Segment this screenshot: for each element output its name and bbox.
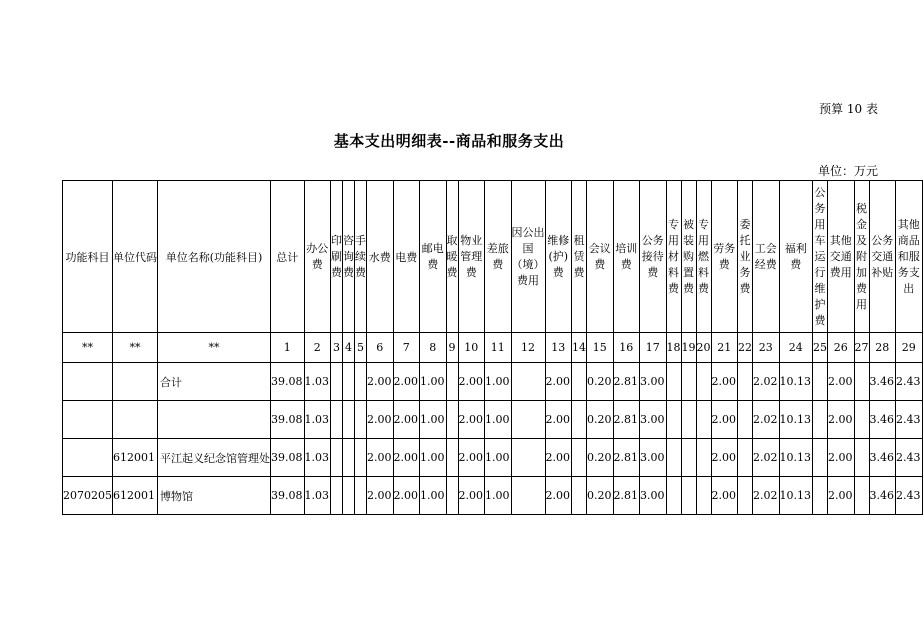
column-header: 单位代码 <box>113 181 158 333</box>
column-header: 印刷费 <box>331 181 343 333</box>
table-cell: 1.00 <box>420 401 447 439</box>
table-cell <box>854 401 869 439</box>
column-header: 专用燃料费 <box>696 181 711 333</box>
index-cell: 11 <box>485 333 512 363</box>
table-cell: 2.00 <box>711 477 738 515</box>
table-row <box>63 439 923 477</box>
table-cell: 3.00 <box>640 439 667 477</box>
table-cell: 3.46 <box>869 363 896 401</box>
index-cell: 8 <box>420 333 447 363</box>
index-cell: 3 <box>331 333 343 363</box>
index-cell: 19 <box>681 333 696 363</box>
index-cell: ** <box>63 333 113 363</box>
index-cell: 28 <box>869 333 896 363</box>
table-cell: 3.00 <box>640 363 667 401</box>
table-cell: 1.03 <box>304 363 331 401</box>
table-cell <box>355 477 367 515</box>
table-row <box>63 363 923 401</box>
table-cell <box>738 401 753 439</box>
expenditure-table <box>62 180 923 515</box>
column-header: 其他商品和服务支出 <box>896 181 923 333</box>
column-header: 委托业务费 <box>738 181 753 333</box>
table-cell: 2.00 <box>711 439 738 477</box>
table-cell: 1.00 <box>485 401 512 439</box>
table-cell <box>343 477 355 515</box>
table-cell: 2.00 <box>828 401 855 439</box>
table-cell <box>666 363 681 401</box>
index-cell: 13 <box>545 333 572 363</box>
table-cell <box>738 439 753 477</box>
table-cell <box>331 439 343 477</box>
table-cell: 2.00 <box>367 439 394 477</box>
table-cell <box>696 363 711 401</box>
index-cell: 26 <box>828 333 855 363</box>
table-cell: 39.08 <box>271 401 305 439</box>
table-cell <box>355 439 367 477</box>
index-cell: ** <box>158 333 271 363</box>
index-cell: ** <box>113 333 158 363</box>
table-cell: 39.08 <box>271 477 305 515</box>
index-cell: 17 <box>640 333 667 363</box>
table-cell <box>446 439 458 477</box>
table-cell <box>331 363 343 401</box>
table-cell: 2.00 <box>545 477 572 515</box>
column-header: 物业管理费 <box>458 181 485 333</box>
table-cell <box>681 477 696 515</box>
table-cell <box>738 477 753 515</box>
document-number: 预算 10 表 <box>819 102 878 116</box>
column-header: 电费 <box>393 181 420 333</box>
table-cell: 2.43 <box>896 363 923 401</box>
table-cell: 39.08 <box>271 439 305 477</box>
index-cell: 5 <box>355 333 367 363</box>
table-cell: 2.00 <box>458 477 485 515</box>
table-cell: 2.00 <box>393 439 420 477</box>
index-cell: 16 <box>613 333 640 363</box>
table-cell: 2.00 <box>828 363 855 401</box>
table-cell <box>355 401 367 439</box>
table-cell <box>446 401 458 439</box>
table-cell: 2.00 <box>458 439 485 477</box>
table-cell: 2.00 <box>367 363 394 401</box>
table-cell <box>331 401 343 439</box>
column-header: 工会经费 <box>753 181 780 333</box>
index-cell: 21 <box>711 333 738 363</box>
index-cell: 1 <box>271 333 305 363</box>
table-cell: 10.13 <box>779 477 813 515</box>
column-header: 咨询费 <box>343 181 355 333</box>
table-cell <box>511 477 545 515</box>
table-cell <box>572 477 587 515</box>
index-cell: 20 <box>696 333 711 363</box>
table-cell: 2.81 <box>613 477 640 515</box>
table-cell <box>511 363 545 401</box>
table-cell <box>113 363 158 401</box>
column-header: 培训费 <box>613 181 640 333</box>
column-header: 被装购置费 <box>681 181 696 333</box>
table-cell: 0.20 <box>587 477 614 515</box>
table-cell <box>666 477 681 515</box>
table-cell: 0.20 <box>587 439 614 477</box>
table-cell: 1.03 <box>304 439 331 477</box>
table-cell: 1.00 <box>420 477 447 515</box>
column-header: 维修(护)费 <box>545 181 572 333</box>
table-cell: 2.00 <box>545 401 572 439</box>
index-cell: 9 <box>446 333 458 363</box>
table-cell: 2070205 <box>63 477 113 515</box>
table-cell: 10.13 <box>779 439 813 477</box>
table-cell <box>331 477 343 515</box>
table-cell: 1.00 <box>485 363 512 401</box>
table-cell: 1.00 <box>485 439 512 477</box>
column-header: 功能科目 <box>63 181 113 333</box>
column-header: 邮电费 <box>420 181 447 333</box>
table-cell: 1.00 <box>420 363 447 401</box>
table-cell: 3.00 <box>640 401 667 439</box>
table-cell: 3.00 <box>640 477 667 515</box>
table-cell: 2.00 <box>545 439 572 477</box>
table-cell <box>696 477 711 515</box>
column-header: 福利费 <box>779 181 813 333</box>
table-cell <box>113 401 158 439</box>
table-cell: 2.00 <box>393 401 420 439</box>
table-cell <box>446 477 458 515</box>
table-cell <box>343 439 355 477</box>
index-cell: 2 <box>304 333 331 363</box>
column-header: 手续费 <box>355 181 367 333</box>
table-cell: 2.00 <box>393 363 420 401</box>
table-cell <box>343 401 355 439</box>
index-cell: 24 <box>779 333 813 363</box>
table-cell <box>681 363 696 401</box>
column-header: 办公费 <box>304 181 331 333</box>
table-cell <box>813 363 828 401</box>
column-header: 公务用车运行维护费 <box>813 181 828 333</box>
table-cell: 2.81 <box>613 439 640 477</box>
table-cell: 3.46 <box>869 401 896 439</box>
table-cell: 2.81 <box>613 363 640 401</box>
table-cell: 3.46 <box>869 439 896 477</box>
table-cell: 2.43 <box>896 439 923 477</box>
index-cell: 25 <box>813 333 828 363</box>
table-cell: 2.00 <box>393 477 420 515</box>
table-cell <box>666 439 681 477</box>
table-cell: 平江起义纪念馆管理处 <box>158 439 271 477</box>
column-header: 取暖费 <box>446 181 458 333</box>
table-cell: 10.13 <box>779 363 813 401</box>
table-cell: 2.00 <box>828 439 855 477</box>
table-cell <box>813 477 828 515</box>
table-cell <box>343 363 355 401</box>
unit-label: 单位：万元 <box>817 164 878 178</box>
table-cell <box>63 439 113 477</box>
table-cell <box>681 439 696 477</box>
table-cell: 3.46 <box>869 477 896 515</box>
table-cell: 2.02 <box>753 439 780 477</box>
table-cell: 2.43 <box>896 477 923 515</box>
table-cell: 1.03 <box>304 477 331 515</box>
table-cell <box>854 439 869 477</box>
table-cell <box>738 363 753 401</box>
table-cell: 1.00 <box>485 477 512 515</box>
table-cell: 2.02 <box>753 363 780 401</box>
column-header: 总计 <box>271 181 305 333</box>
table-header-row <box>63 181 923 333</box>
table-cell <box>681 401 696 439</box>
table-cell: 1.03 <box>304 401 331 439</box>
table-cell: 2.00 <box>711 363 738 401</box>
column-header: 水费 <box>367 181 394 333</box>
table-cell <box>572 363 587 401</box>
table-cell <box>511 401 545 439</box>
column-header: 差旅费 <box>485 181 512 333</box>
table-cell <box>63 363 113 401</box>
table-cell: 2.02 <box>753 477 780 515</box>
index-cell: 23 <box>753 333 780 363</box>
index-cell: 6 <box>367 333 394 363</box>
table-cell <box>854 363 869 401</box>
table-cell: 2.00 <box>367 477 394 515</box>
table-cell <box>63 401 113 439</box>
table-cell <box>446 363 458 401</box>
column-header: 公务交通补贴 <box>869 181 896 333</box>
index-cell: 27 <box>854 333 869 363</box>
table-cell <box>572 439 587 477</box>
table-cell: 2.00 <box>458 401 485 439</box>
table-cell: 2.00 <box>458 363 485 401</box>
table-cell <box>696 439 711 477</box>
index-cell: 15 <box>587 333 614 363</box>
table-cell <box>813 401 828 439</box>
table-cell <box>813 439 828 477</box>
column-header: 因公出国（境）费用 <box>511 181 545 333</box>
index-cell: 18 <box>666 333 681 363</box>
column-header: 单位名称(功能科目) <box>158 181 271 333</box>
index-cell: 29 <box>896 333 923 363</box>
column-header: 其他交通费用 <box>828 181 855 333</box>
table-cell: 612001 <box>113 477 158 515</box>
table-cell: 39.08 <box>271 363 305 401</box>
table-cell: 博物馆 <box>158 477 271 515</box>
index-cell: 14 <box>572 333 587 363</box>
table-cell: 2.43 <box>896 401 923 439</box>
column-header: 会议费 <box>587 181 614 333</box>
table-cell: 2.00 <box>711 401 738 439</box>
index-row <box>63 333 923 363</box>
table-cell: 2.81 <box>613 401 640 439</box>
table-cell: 2.00 <box>545 363 572 401</box>
table-cell <box>572 401 587 439</box>
column-header: 公务接待费 <box>640 181 667 333</box>
table-cell: 合计 <box>158 363 271 401</box>
index-cell: 22 <box>738 333 753 363</box>
index-cell: 4 <box>343 333 355 363</box>
table-cell <box>696 401 711 439</box>
column-header: 税金及附加费用 <box>854 181 869 333</box>
table-cell <box>666 401 681 439</box>
table-cell: 0.20 <box>587 363 614 401</box>
table-row <box>63 477 923 515</box>
table-cell <box>511 439 545 477</box>
table-row <box>63 401 923 439</box>
document-title: 基本支出明细表--商品和服务支出 <box>333 132 565 150</box>
table-cell: 612001 <box>113 439 158 477</box>
column-header: 租赁费 <box>572 181 587 333</box>
column-header: 专用材料费 <box>666 181 681 333</box>
table-cell <box>158 401 271 439</box>
table-cell: 2.02 <box>753 401 780 439</box>
table-cell <box>355 363 367 401</box>
table-cell: 2.00 <box>828 477 855 515</box>
index-cell: 12 <box>511 333 545 363</box>
table-cell: 10.13 <box>779 401 813 439</box>
table-cell: 0.20 <box>587 401 614 439</box>
table-cell <box>854 477 869 515</box>
index-cell: 10 <box>458 333 485 363</box>
table-cell: 2.00 <box>367 401 394 439</box>
index-cell: 7 <box>393 333 420 363</box>
table-cell: 1.00 <box>420 439 447 477</box>
column-header: 劳务费 <box>711 181 738 333</box>
